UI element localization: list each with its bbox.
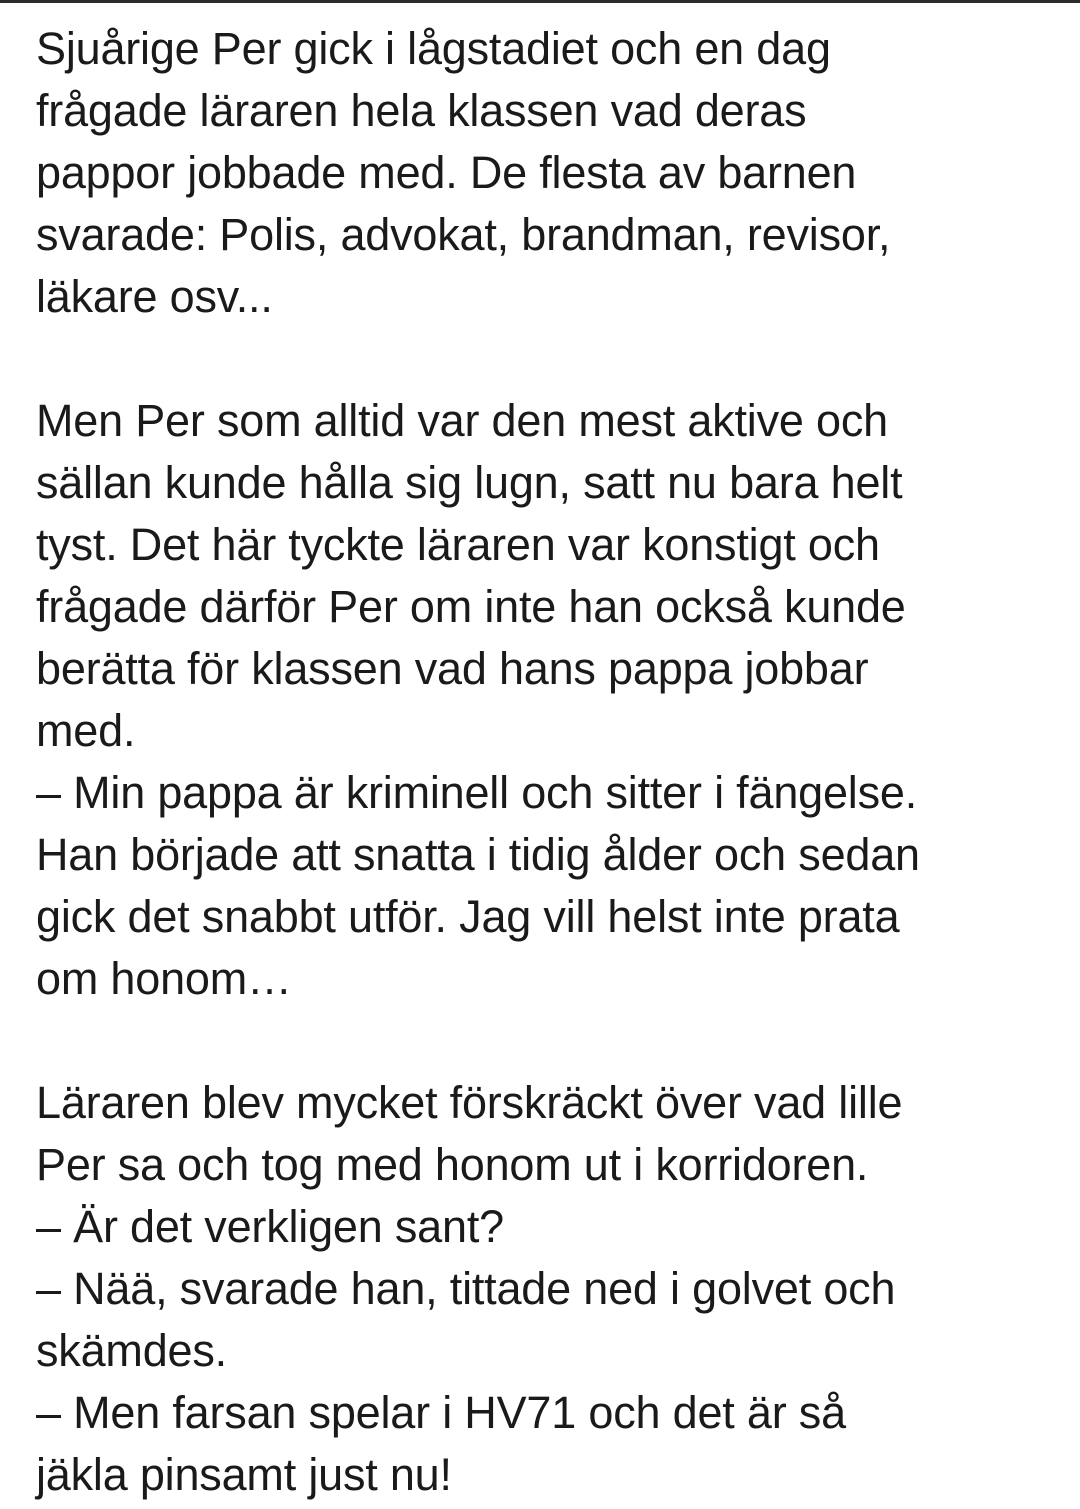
paragraph-gap: [36, 328, 1056, 390]
post-line: tyst. Det här tyckte läraren var konstigt och: [36, 519, 880, 570]
paragraph-gap: [36, 1010, 1056, 1072]
post-line: med.: [36, 705, 136, 756]
post-line: jäkla pinsamt just nu!: [36, 1449, 452, 1500]
post-line: Sjuårige Per gick i lågstadiet och en dag: [36, 23, 831, 74]
post-line: – Men farsan spelar i HV71 och det är så: [36, 1387, 846, 1438]
post-line: svarade: Polis, advokat, brandman, revisor,: [36, 209, 891, 260]
post-line: frågade läraren hela klassen vad deras: [36, 85, 807, 136]
post-line: pappor jobbade med. De flesta av barnen: [36, 147, 857, 198]
post-line: gick det snabbt utför. Jag vill helst inte prata: [36, 891, 900, 942]
post-line: Läraren blev mycket förskräckt över vad lille: [36, 1077, 903, 1128]
post-line: – Min pappa är kriminell och sitter i fängelse.: [36, 767, 918, 818]
post-line: Per sa och tog med honom ut i korridoren.: [36, 1139, 869, 1190]
post-line: Men Per som alltid var den mest aktive och: [36, 395, 888, 446]
post-line: läkare osv...: [36, 271, 273, 322]
status-bar-edge: [0, 0, 1080, 6]
post-line: skämdes.: [36, 1325, 227, 1376]
post-line: Han började att snatta i tidig ålder och sedan: [36, 829, 920, 880]
post-text: [36, 18, 1056, 1506]
post-line: sällan kunde hålla sig lugn, satt nu bara helt: [36, 457, 903, 508]
post-line: berätta för klassen vad hans pappa jobbar: [36, 643, 869, 694]
post-line: – Nää, svarade han, tittade ned i golvet och: [36, 1263, 896, 1314]
post-line: frågade därför Per om inte han också kunde: [36, 581, 906, 632]
post-line: – Är det verkligen sant?: [36, 1201, 504, 1252]
post-line: om honom…: [36, 953, 292, 1004]
